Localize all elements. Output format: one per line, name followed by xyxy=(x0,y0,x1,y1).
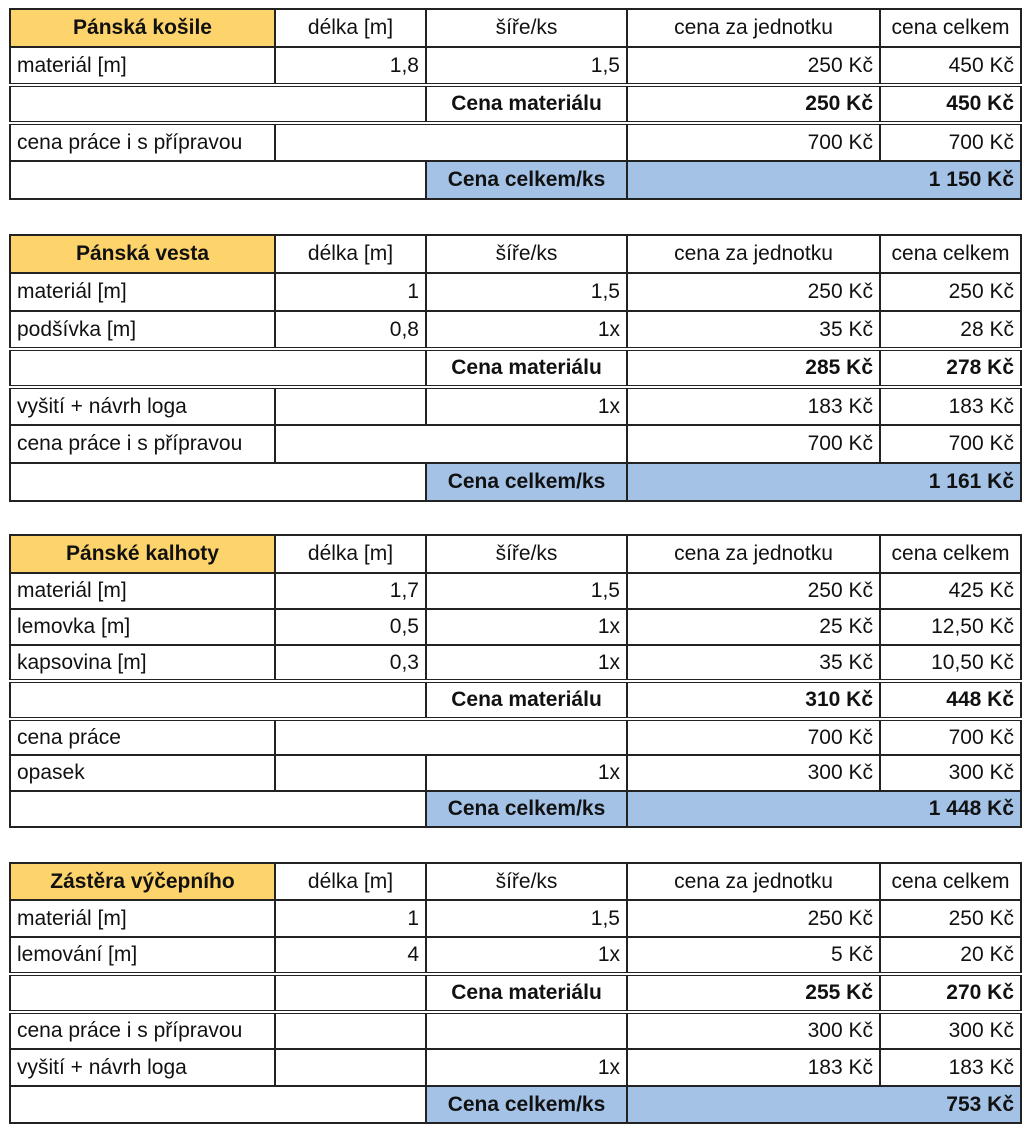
header-row xyxy=(10,9,1021,47)
price-table-apron xyxy=(9,862,1022,1124)
empty-cell[interactable] xyxy=(10,974,275,1012)
width-cell[interactable] xyxy=(275,425,627,463)
total-cell[interactable]: 700 Kč xyxy=(880,123,1021,161)
header-length[interactable]: délka [m] xyxy=(275,235,426,273)
length-cell[interactable]: 1 xyxy=(275,900,426,937)
length-cell[interactable]: 0,3 xyxy=(275,645,426,681)
grand-total-value[interactable]: 1 448 Kč xyxy=(880,791,1021,827)
header-total[interactable]: cena celkem xyxy=(880,863,1021,900)
empty-cell[interactable] xyxy=(10,85,426,123)
total-cell[interactable]: 700 Kč xyxy=(880,425,1021,463)
header-length[interactable]: délka [m] xyxy=(275,863,426,900)
total-cell[interactable]: 12,50 Kč xyxy=(880,609,1021,645)
table-row xyxy=(10,425,1021,463)
item-name-cell[interactable]: podšívka [m] xyxy=(10,311,275,349)
table-title-cell[interactable]: Pánská košile xyxy=(10,9,275,47)
table-title-cell[interactable]: Zástěra výčepního xyxy=(10,863,275,900)
header-row xyxy=(10,235,1021,273)
material-unit-cell[interactable]: 255 Kč xyxy=(627,974,880,1012)
table-row xyxy=(10,387,1021,425)
table-row xyxy=(10,123,1021,161)
material-cost-label[interactable]: Cena materiálu xyxy=(426,85,627,123)
width-cell[interactable]: 1x xyxy=(426,755,627,791)
header-row xyxy=(10,535,1021,573)
grand-total-row xyxy=(10,463,1021,501)
header-row xyxy=(10,863,1021,900)
total-cell[interactable]: 700 Kč xyxy=(880,719,1021,755)
length-cell[interactable]: 4 xyxy=(275,937,426,974)
width-cell[interactable] xyxy=(275,123,627,161)
width-cell[interactable]: 1x xyxy=(426,645,627,681)
grand-total-label[interactable]: Cena celkem/ks xyxy=(426,791,627,827)
header-unit-price[interactable]: cena za jednotku xyxy=(627,235,880,273)
grand-total-value[interactable]: 1 161 Kč xyxy=(880,463,1021,501)
grand-total-spacer[interactable] xyxy=(627,463,880,501)
grand-total-spacer[interactable] xyxy=(627,1086,880,1123)
total-cell[interactable]: 425 Kč xyxy=(880,573,1021,609)
unit-price-cell[interactable]: 35 Kč xyxy=(627,311,880,349)
width-cell[interactable]: 1x xyxy=(426,387,627,425)
grand-total-value[interactable]: 1 150 Kč xyxy=(880,161,1021,199)
item-name-cell[interactable]: lemovka [m] xyxy=(10,609,275,645)
material-cost-row xyxy=(10,85,1021,123)
material-cost-label[interactable]: Cena materiálu xyxy=(426,349,627,387)
item-name-cell[interactable]: cena práce i s přípravou xyxy=(10,1012,275,1049)
length-cell[interactable] xyxy=(275,387,426,425)
material-unit-cell[interactable]: 310 Kč xyxy=(627,681,880,719)
item-name-cell[interactable]: vyšití + návrh loga xyxy=(10,387,275,425)
header-total[interactable]: cena celkem xyxy=(880,235,1021,273)
unit-price-cell[interactable]: 25 Kč xyxy=(627,609,880,645)
header-length[interactable]: délka [m] xyxy=(275,535,426,573)
header-width[interactable]: šíře/ks xyxy=(426,9,627,47)
total-cell[interactable]: 28 Kč xyxy=(880,311,1021,349)
width-cell[interactable]: 1x xyxy=(426,311,627,349)
empty-cell[interactable] xyxy=(10,161,426,199)
total-cell[interactable]: 250 Kč xyxy=(880,900,1021,937)
table-row xyxy=(10,573,1021,609)
length-cell[interactable] xyxy=(275,1012,426,1049)
empty-cell[interactable] xyxy=(10,791,426,827)
grand-total-spacer[interactable] xyxy=(627,791,880,827)
header-total[interactable]: cena celkem xyxy=(880,9,1021,47)
width-cell[interactable]: 1x xyxy=(426,937,627,974)
table-row xyxy=(10,900,1021,937)
material-cost-row xyxy=(10,349,1021,387)
empty-cell[interactable] xyxy=(10,463,426,501)
unit-price-cell[interactable]: 35 Kč xyxy=(627,645,880,681)
total-cell[interactable]: 20 Kč xyxy=(880,937,1021,974)
header-width[interactable]: šíře/ks xyxy=(426,235,627,273)
table-title-cell[interactable]: Pánské kalhoty xyxy=(10,535,275,573)
unit-price-cell[interactable]: 250 Kč xyxy=(627,900,880,937)
material-cost-row xyxy=(10,681,1021,719)
unit-price-cell[interactable]: 250 Kč xyxy=(627,273,880,311)
empty-cell[interactable] xyxy=(10,1086,426,1123)
length-cell[interactable] xyxy=(275,755,426,791)
width-cell[interactable]: 1x xyxy=(426,1049,627,1086)
table-row xyxy=(10,609,1021,645)
grand-total-label[interactable]: Cena celkem/ks xyxy=(426,161,627,199)
item-name-cell[interactable]: materiál [m] xyxy=(10,573,275,609)
unit-price-cell[interactable]: 250 Kč xyxy=(627,573,880,609)
width-cell[interactable]: 1,5 xyxy=(426,573,627,609)
price-table-vest xyxy=(9,234,1022,502)
header-width[interactable]: šíře/ks xyxy=(426,863,627,900)
material-total-cell[interactable]: 278 Kč xyxy=(880,349,1021,387)
table-row xyxy=(10,719,1021,755)
table-row xyxy=(10,1012,1021,1049)
empty-cell[interactable] xyxy=(10,681,426,719)
item-name-cell[interactable]: kapsovina [m] xyxy=(10,645,275,681)
width-cell[interactable]: 1,5 xyxy=(426,900,627,937)
unit-price-cell[interactable]: 300 Kč xyxy=(627,755,880,791)
item-name-cell[interactable]: cena práce xyxy=(10,719,275,755)
total-cell[interactable]: 300 Kč xyxy=(880,1012,1021,1049)
item-name-cell[interactable]: materiál [m] xyxy=(10,47,275,85)
total-cell[interactable]: 300 Kč xyxy=(880,755,1021,791)
header-total[interactable]: cena celkem xyxy=(880,535,1021,573)
length-cell[interactable]: 1 xyxy=(275,273,426,311)
total-cell[interactable]: 183 Kč xyxy=(880,387,1021,425)
header-width[interactable]: šíře/ks xyxy=(426,535,627,573)
item-name-cell[interactable]: materiál [m] xyxy=(10,900,275,937)
table-row xyxy=(10,311,1021,349)
material-total-cell[interactable]: 270 Kč xyxy=(880,974,1021,1012)
grand-total-label[interactable]: Cena celkem/ks xyxy=(426,1086,627,1123)
grand-total-spacer[interactable] xyxy=(627,161,880,199)
header-unit-price[interactable]: cena za jednotku xyxy=(627,535,880,573)
width-cell[interactable] xyxy=(426,1012,627,1049)
price-table-shirt xyxy=(9,8,1022,200)
grand-total-row xyxy=(10,791,1021,827)
total-cell[interactable]: 450 Kč xyxy=(880,47,1021,85)
unit-price-cell[interactable]: 5 Kč xyxy=(627,937,880,974)
length-cell[interactable]: 0,5 xyxy=(275,609,426,645)
unit-price-cell[interactable]: 700 Kč xyxy=(627,719,880,755)
item-name-cell[interactable]: vyšití + návrh loga xyxy=(10,1049,275,1086)
material-total-cell[interactable]: 448 Kč xyxy=(880,681,1021,719)
grand-total-row xyxy=(10,1086,1021,1123)
table-row xyxy=(10,645,1021,681)
table-row xyxy=(10,47,1021,85)
material-cost-label[interactable]: Cena materiálu xyxy=(426,681,627,719)
table-title-cell[interactable]: Pánská vesta xyxy=(10,235,275,273)
width-cell[interactable]: 1x xyxy=(426,609,627,645)
grand-total-label[interactable]: Cena celkem/ks xyxy=(426,463,627,501)
table-row xyxy=(10,755,1021,791)
total-cell[interactable]: 10,50 Kč xyxy=(880,645,1021,681)
width-cell[interactable] xyxy=(275,719,627,755)
table-row xyxy=(10,273,1021,311)
material-cost-label[interactable]: Cena materiálu xyxy=(426,974,627,1012)
unit-price-cell[interactable]: 183 Kč xyxy=(627,1049,880,1086)
material-unit-cell[interactable]: 285 Kč xyxy=(627,349,880,387)
empty-cell[interactable] xyxy=(10,349,426,387)
table-row xyxy=(10,937,1021,974)
unit-price-cell[interactable]: 300 Kč xyxy=(627,1012,880,1049)
item-name-cell[interactable]: opasek xyxy=(10,755,275,791)
unit-price-cell[interactable]: 700 Kč xyxy=(627,123,880,161)
item-name-cell[interactable]: cena práce i s přípravou xyxy=(10,123,275,161)
header-length[interactable]: délka [m] xyxy=(275,9,426,47)
width-cell[interactable]: 1,5 xyxy=(426,47,627,85)
item-name-cell[interactable]: cena práce i s přípravou xyxy=(10,425,275,463)
length-cell[interactable]: 1,8 xyxy=(275,47,426,85)
length-cell[interactable]: 0,8 xyxy=(275,311,426,349)
item-name-cell[interactable]: lemování [m] xyxy=(10,937,275,974)
length-cell[interactable] xyxy=(275,1049,426,1086)
header-unit-price[interactable]: cena za jednotku xyxy=(627,9,880,47)
empty-cell[interactable] xyxy=(275,974,426,1012)
table-row xyxy=(10,1049,1021,1086)
material-cost-row xyxy=(10,974,1021,1012)
total-cell[interactable]: 250 Kč xyxy=(880,273,1021,311)
unit-price-cell[interactable]: 183 Kč xyxy=(627,387,880,425)
width-cell[interactable]: 1,5 xyxy=(426,273,627,311)
price-table-trousers xyxy=(9,534,1022,828)
length-cell[interactable]: 1,7 xyxy=(275,573,426,609)
grand-total-value[interactable]: 753 Kč xyxy=(880,1086,1021,1123)
unit-price-cell[interactable]: 700 Kč xyxy=(627,425,880,463)
header-unit-price[interactable]: cena za jednotku xyxy=(627,863,880,900)
material-total-cell[interactable]: 450 Kč xyxy=(880,85,1021,123)
material-unit-cell[interactable]: 250 Kč xyxy=(627,85,880,123)
grand-total-row xyxy=(10,161,1021,199)
total-cell[interactable]: 183 Kč xyxy=(880,1049,1021,1086)
unit-price-cell[interactable]: 250 Kč xyxy=(627,47,880,85)
item-name-cell[interactable]: materiál [m] xyxy=(10,273,275,311)
